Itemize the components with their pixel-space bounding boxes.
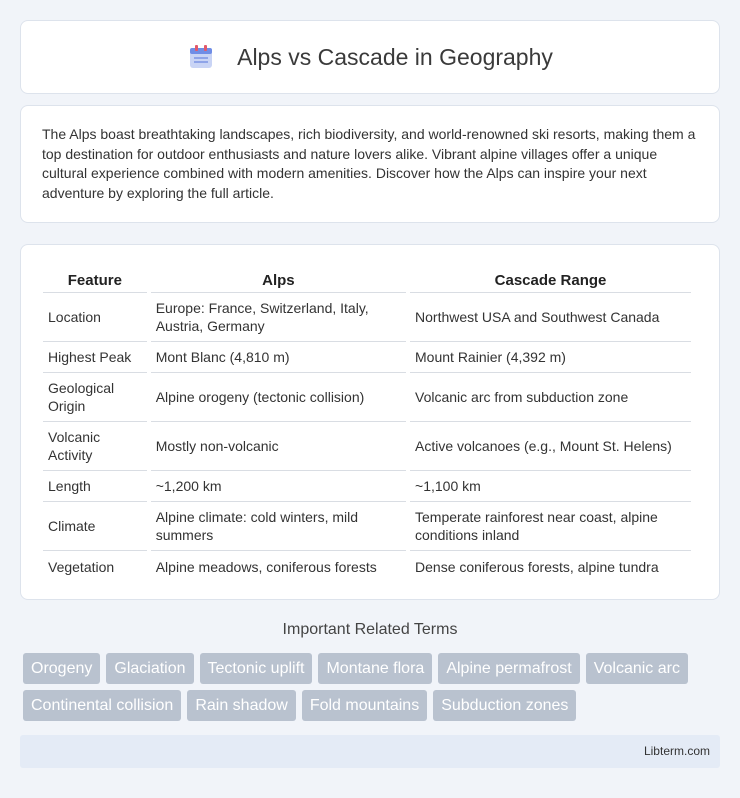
row-alps: Mont Blanc (4,810 m) bbox=[151, 342, 406, 373]
row-alps: Europe: France, Switzerland, Italy, Austria, Germany bbox=[151, 293, 406, 342]
tag-fold-mountains[interactable]: Fold mountains bbox=[302, 690, 427, 721]
table-row bbox=[43, 293, 691, 342]
related-terms-list bbox=[23, 653, 713, 727]
table-row bbox=[43, 551, 691, 582]
row-feature: Geological Origin bbox=[43, 373, 147, 422]
row-alps: ~1,200 km bbox=[151, 471, 406, 502]
intro-text: The Alps boast breathtaking landscapes, rich biodiversity, and world-renowned ski resorts, making them a top destination for outdoor enthusiasts and nature lovers alike. Vibrant alpine villages offer a unique cultural experience combined with modern amenities. Discover how the Alps can inspire your next adventure by exploring the full article. bbox=[42, 126, 696, 201]
tag-volcanic-arc[interactable]: Volcanic arc bbox=[586, 653, 688, 684]
comparison-table-card bbox=[20, 244, 720, 600]
footer bbox=[20, 735, 720, 768]
tag-montane-flora[interactable]: Montane flora bbox=[318, 653, 432, 684]
page-title: Alps vs Cascade in Geography bbox=[237, 43, 553, 70]
row-feature: Climate bbox=[43, 502, 147, 551]
row-cascade: Volcanic arc from subduction zone bbox=[410, 373, 691, 422]
row-cascade: ~1,100 km bbox=[410, 471, 691, 502]
row-feature: Location bbox=[43, 293, 147, 342]
calendar-icon bbox=[187, 43, 215, 71]
tag-subduction-zones[interactable]: Subduction zones bbox=[433, 690, 576, 721]
intro-card bbox=[20, 105, 720, 223]
table-row bbox=[43, 373, 691, 422]
header-card bbox=[20, 20, 720, 94]
row-feature: Highest Peak bbox=[43, 342, 147, 373]
row-feature: Volcanic Activity bbox=[43, 422, 147, 471]
tag-alpine-permafrost[interactable]: Alpine permafrost bbox=[438, 653, 579, 684]
table-row bbox=[43, 502, 691, 551]
comparison-table bbox=[39, 265, 695, 582]
row-feature: Vegetation bbox=[48, 558, 115, 575]
row-alps: Alpine orogeny (tectonic collision) bbox=[151, 373, 406, 422]
tag-glaciation[interactable]: Glaciation bbox=[106, 653, 193, 684]
related-terms-title: Important Related Terms bbox=[282, 621, 458, 638]
row-cascade: Active volcanoes (e.g., Mount St. Helens) bbox=[410, 422, 691, 471]
table-row bbox=[43, 422, 691, 471]
table-row bbox=[43, 471, 691, 502]
tag-continental-collision[interactable]: Continental collision bbox=[23, 690, 181, 721]
footer-link[interactable]: Libterm.com bbox=[643, 744, 710, 758]
header-alps: Alps bbox=[151, 265, 406, 293]
row-cascade: Temperate rainforest near coast, alpine conditions inland bbox=[410, 502, 691, 551]
header-cascade: Cascade Range bbox=[410, 265, 691, 293]
row-cascade: Northwest USA and Southwest Canada bbox=[410, 293, 691, 342]
tag-rain-shadow[interactable]: Rain shadow bbox=[187, 690, 296, 721]
row-cascade: Dense coniferous forests, alpine tundra bbox=[415, 558, 659, 575]
row-cascade: Mount Rainier (4,392 m) bbox=[410, 342, 691, 373]
row-alps: Alpine climate: cold winters, mild summers bbox=[151, 502, 406, 551]
header-feature: Feature bbox=[43, 265, 147, 293]
table-row bbox=[43, 342, 691, 373]
tag-orogeny[interactable]: Orogeny bbox=[23, 653, 100, 684]
row-feature: Length bbox=[43, 471, 147, 502]
row-alps: Alpine meadows, coniferous forests bbox=[155, 558, 377, 575]
tag-tectonic-uplift[interactable]: Tectonic uplift bbox=[200, 653, 313, 684]
row-alps: Mostly non-volcanic bbox=[151, 422, 406, 471]
